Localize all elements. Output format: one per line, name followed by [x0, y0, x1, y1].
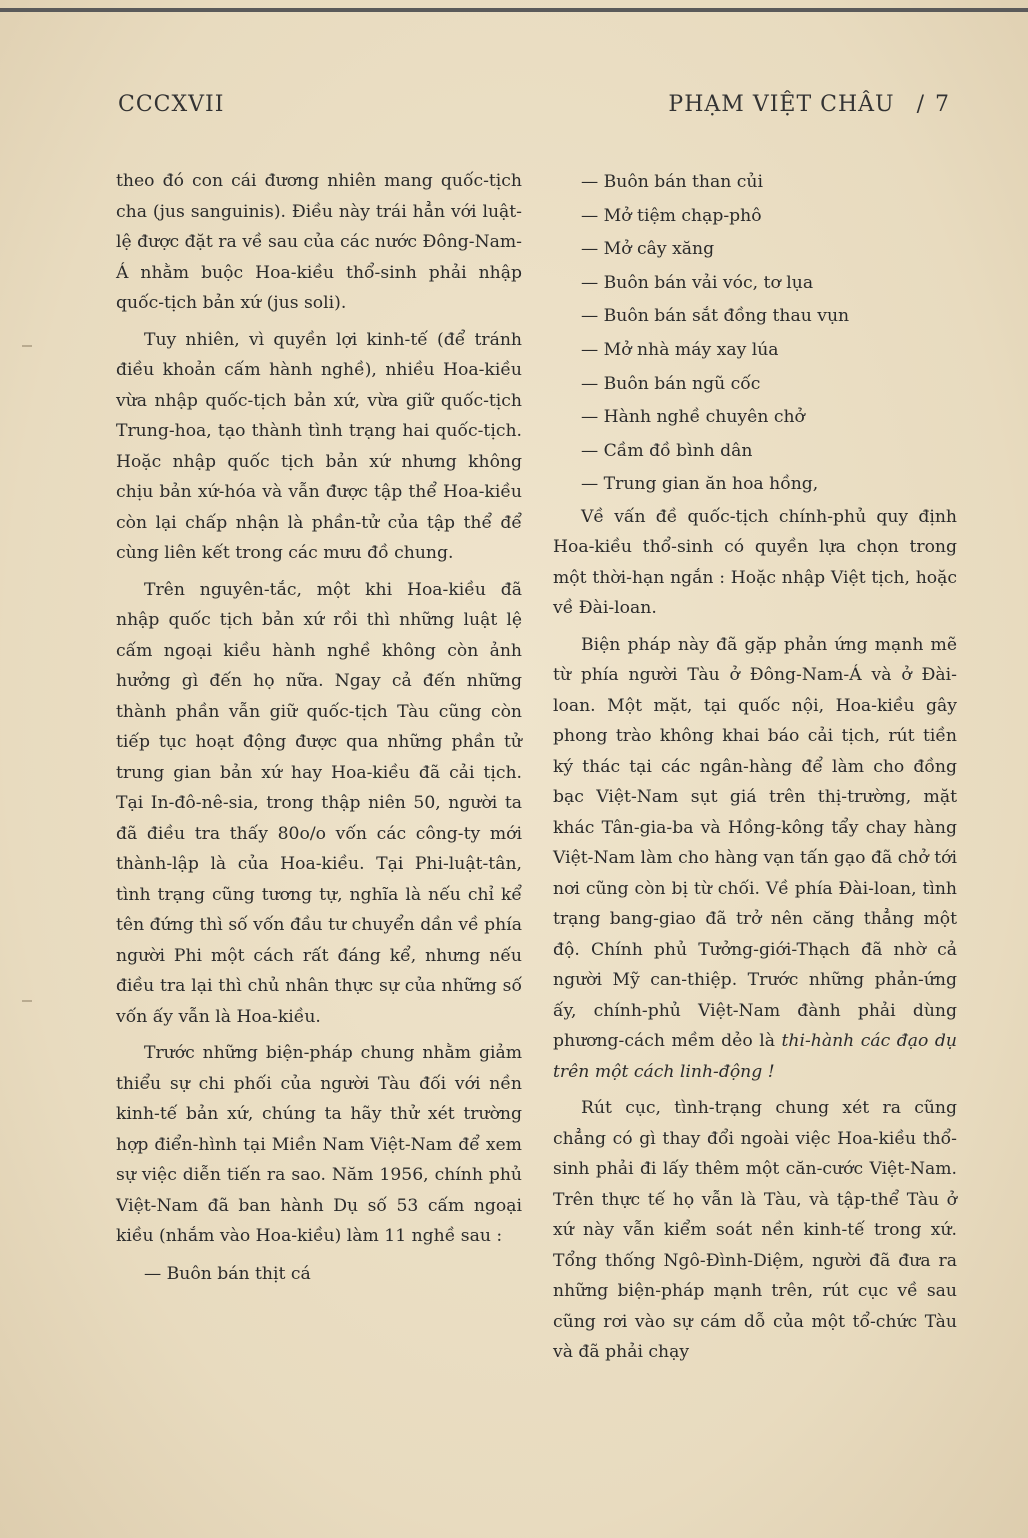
trade-list	[553, 166, 957, 502]
list-item: — Buôn bán ngũ cốc	[581, 373, 761, 394]
list-item: — Hành nghề chuyên chở	[581, 407, 805, 428]
list-item: — Buôn bán sắt đồng thau vụn	[581, 306, 850, 327]
paragraph: theo đó con cái đương nhiên mang quốc-tịch cha (jus sanguinis). Điều này trái hẳn với luật-lệ được đặt ra về sau của các nước Đông-Nam-Á nhằm buộc Hoa-kiều thổ-sinh phải nhập quốc-tịch bản xứ (jus soli).	[116, 171, 522, 313]
page-number: 7	[935, 92, 950, 117]
top-edge-rule	[0, 8, 1028, 12]
paragraph: Tuy nhiên, vì quyền lợi kinh-tế (để tránh điều khoản cấm hành nghề), nhiều Hoa-kiều vừa nhập quốc-tịch bản xứ, vừa giữ quốc-tịch Trung-hoa, tạo thành tình trạng hai quốc-tịch. Hoặc nhập quốc tịch bản xứ nhưng không chịu bản xứ-hóa và vẫn được tập thể Hoa-kiều còn lại chấp nhận là phần-tử của tập thể để cùng liên kết trong các mưu đồ chung.	[116, 329, 522, 563]
running-header	[118, 92, 950, 128]
paragraph: Về vấn đề quốc-tịch chính-phủ quy định Hoa-kiều thổ-sinh có quyền lựa chọn trong một thời-hạn ngắn : Hoặc nhập Việt tịch, hoặc về Đài-loan.	[553, 506, 957, 619]
margin-mark	[22, 1000, 32, 1002]
paragraph	[553, 630, 957, 1088]
header-right	[668, 92, 950, 117]
italic-phrase: thi-hành các đạo dụ trên một cách linh-động !	[553, 1031, 957, 1082]
list-item: — Buôn bán thịt cá	[144, 1263, 311, 1284]
paragraph: Trước những biện-pháp chung nhằm giảm thiểu sự chi phối của người Tàu đối với nền kinh-tế bản xứ, chúng ta hãy thử xét trường hợp điển-hình tại Miền Nam Việt-Nam để xem sự việc diễn tiến ra sao. Năm 1956, chính phủ Việt-Nam đã ban hành Dụ số 53 cấm ngoại kiều (nhắm vào Hoa-kiều) làm 11 nghề sau :	[116, 1043, 522, 1246]
left-column	[116, 166, 522, 1290]
paragraph: Trên nguyên-tắc, một khi Hoa-kiều đã nhập quốc tịch bản xứ rồi thì những luật lệ cấm ngoại kiều hành nghề không còn ảnh hưởng gì đến họ nữa. Ngay cả đến những thành phần vẫn giữ quốc-tịch Tàu cũng còn tiếp tục hoạt động được qua những phần tử trung gian bản xứ hay Hoa-kiều đã cải tịch. Tại In-đô-nê-sia, trong thập niên 50, người ta đã điều tra thấy 80o/o vốn các công-ty mới thành-lập là của Hoa-kiều. Tại Phi-luật-tân, tình trạng cũng tương tự, nghĩa là nếu chỉ kể tên đứng thì số vốn đầu tư chuyển dần về phía người Phi một cách rất đáng kể, nhưng nếu điều tra lại thì chủ nhân thực sự của những số vốn ấy vẫn là Hoa-kiều.	[116, 579, 522, 1027]
trade-list	[116, 1258, 522, 1290]
list-item: — Buôn bán than củi	[581, 172, 763, 192]
list-item: — Mở cây xăng	[581, 239, 715, 260]
paragraph-text: Biện pháp này đã gặp phản ứng mạnh mẽ từ phía người Tàu ở Đông-Nam-Á và ở Đài-loan. Một mặt, tại quốc nội, Hoa-kiều gây phong trào không khai báo cải tịch, rút tiền ký thác tại các ngân-hàng để làm cho đồng bạc Việt-Nam sụt giá trên thị-trường, mặt khác Tân-gia-ba và Hồng-kông tẩy chay hàng Việt-Nam làm cho hàng vạn tấn gạo đã chở tới nơi cũng còn bị từ chối. Về phía Đài-loan, tình trạng bang-giao đã trở nên căng thẳng một độ. Chính phủ Tưởng-giới-Thạch đã nhờ cả người Mỹ can-thiệp. Trước những phản-ứng ấy, chính-phủ Việt-Nam đành phải dùng phương-cách mềm dẻo là	[553, 634, 957, 1052]
list-item: — Mở nhà máy xay lúa	[581, 339, 779, 360]
author-name: PHẠM VIỆT CHÂU	[668, 92, 895, 117]
chapter-numeral: CCCXVII	[118, 92, 225, 117]
paragraph: Rút cục, tình-trạng chung xét ra cũng chẳng có gì thay đổi ngoài việc Hoa-kiều thổ-sinh phải đi lấy thêm một căn-cước Việt-Nam. Trên thực tế họ vẫn là Tàu, và tập-thể Tàu ở xứ này vẫn kiểm soát nền kinh-tế trong xứ. Tổng thống Ngô-Đình-Diệm, người đã đưa ra những biện-pháp mạnh trên, rút cục về sau cũng rơi vào sự cám dỗ của một tổ-chức Tàu và đã phải chạy	[553, 1098, 957, 1363]
margin-mark	[22, 345, 32, 347]
right-column	[553, 166, 957, 1374]
list-item: — Trung gian ăn hoa hồng,	[581, 474, 819, 495]
list-item: — Cầm đồ bình dân	[581, 440, 753, 461]
header-separator: /	[916, 92, 925, 117]
list-item: — Buôn bán vải vóc, tơ lụa	[581, 272, 814, 293]
list-item: — Mở tiệm chạp-phô	[581, 205, 762, 226]
